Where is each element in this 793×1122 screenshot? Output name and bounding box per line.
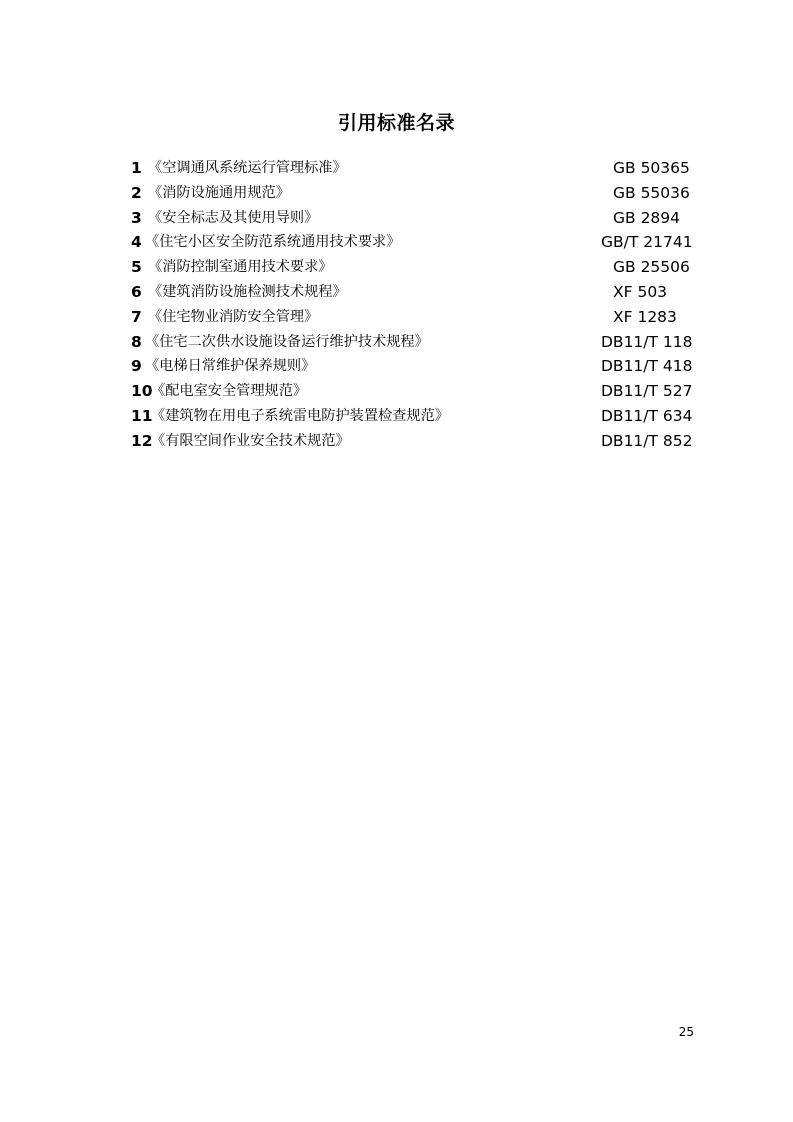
list-item bbox=[131, 156, 695, 181]
reference-code: GB 55036 bbox=[613, 183, 690, 202]
reference-title: 《住宅物业消防安全管理》 bbox=[148, 308, 319, 325]
list-item bbox=[131, 230, 695, 255]
reference-title: 《有限空间作业安全技术规范》 bbox=[151, 432, 350, 449]
reference-title: 《消防控制室通用技术要求》 bbox=[148, 259, 333, 276]
list-item bbox=[131, 354, 695, 379]
reference-number: 10 bbox=[131, 382, 153, 401]
list-item bbox=[131, 206, 695, 231]
reference-title: 《住宅小区安全防范系统通用技术要求》 bbox=[145, 234, 401, 251]
list-item bbox=[131, 181, 695, 206]
reference-title: 《安全标志及其使用导则》 bbox=[148, 209, 319, 226]
reference-code: DB11/T 527 bbox=[601, 382, 693, 401]
reference-title: 《消防设施通用规范》 bbox=[148, 184, 290, 201]
reference-number: 1 bbox=[131, 159, 142, 177]
reference-code: GB 2894 bbox=[613, 208, 681, 227]
list-item bbox=[131, 404, 695, 429]
list-item bbox=[131, 255, 695, 280]
list-item bbox=[131, 429, 695, 454]
reference-title: 《空调通风系统运行管理标准》 bbox=[148, 160, 347, 176]
reference-number: 11 bbox=[131, 406, 153, 425]
list-item bbox=[131, 305, 695, 330]
reference-code: GB 25506 bbox=[613, 258, 690, 277]
list-item bbox=[131, 280, 695, 305]
reference-code: DB11/T 418 bbox=[601, 357, 693, 376]
reference-title: 《电梯日常维护保养规则》 bbox=[145, 358, 316, 375]
reference-code: GB/T 21741 bbox=[601, 233, 693, 252]
reference-number: 2 bbox=[131, 183, 142, 202]
reference-title: 《建筑消防设施检测技术规程》 bbox=[148, 283, 347, 300]
page-number: 25 bbox=[678, 1025, 694, 1039]
reference-number: 3 bbox=[131, 208, 142, 227]
reference-number: 6 bbox=[131, 282, 142, 301]
reference-list bbox=[131, 156, 695, 454]
reference-number: 5 bbox=[131, 258, 142, 277]
reference-code: XF 1283 bbox=[613, 307, 677, 326]
reference-title: 《住宅二次供水设施设备运行维护技术规程》 bbox=[145, 333, 429, 350]
reference-title: 《配电室安全管理规范》 bbox=[151, 383, 308, 400]
reference-code: DB11/T 634 bbox=[601, 406, 693, 425]
page-title: 引用标准名录 bbox=[337, 112, 455, 134]
reference-number: 8 bbox=[131, 332, 142, 351]
list-item bbox=[131, 330, 695, 355]
reference-number: 4 bbox=[131, 233, 142, 252]
reference-number: 12 bbox=[131, 431, 153, 450]
reference-title: 《建筑物在用电子系统雷电防护装置检查规范》 bbox=[151, 407, 449, 424]
reference-number: 9 bbox=[131, 357, 142, 376]
reference-code: XF 503 bbox=[613, 282, 668, 301]
reference-code: DB11/T 118 bbox=[601, 332, 693, 351]
list-item bbox=[131, 379, 695, 404]
reference-code: DB11/T 852 bbox=[601, 431, 693, 450]
reference-code: GB 50365 bbox=[613, 159, 690, 177]
reference-number: 7 bbox=[131, 307, 142, 326]
